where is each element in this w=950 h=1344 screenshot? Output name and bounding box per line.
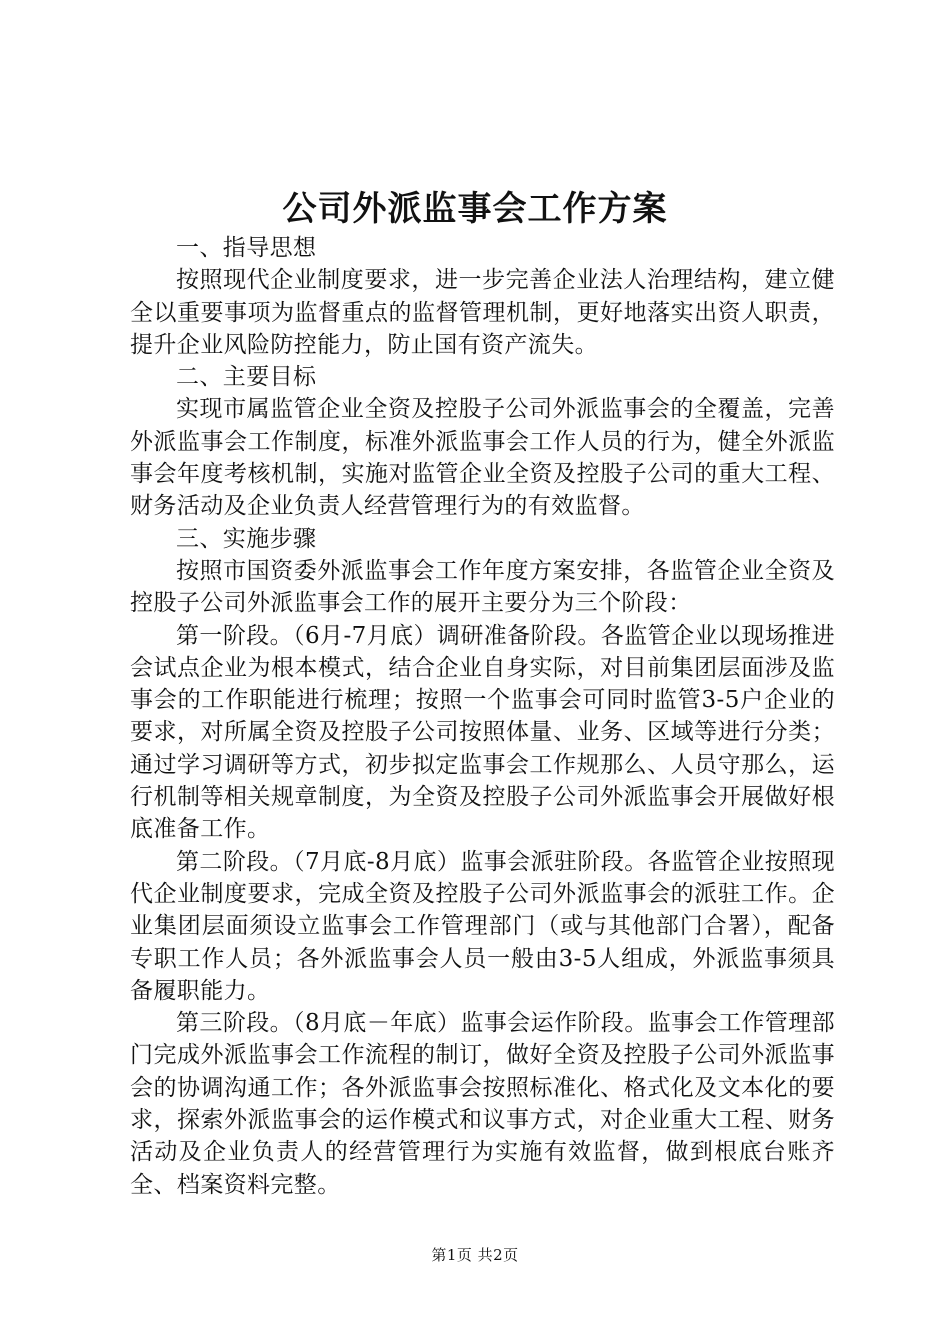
paragraph: 第二阶段。（7月底-8月底）监事会派驻阶段。各监管企业按照现代企业制度要求，完成全资及控股子公司外派监事会的派驻工作。企业集团层面须设立监事会工作管理部门（或与其他部门合署），配备专职工作人员；各外派监事会人员一般由3-5人组成，外派监事须具备履职能力。 xyxy=(130,848,835,1004)
document-body xyxy=(130,232,835,1201)
page-number-footer: 第1页 共2页 xyxy=(431,1246,519,1264)
paragraph: 按照市国资委外派监事会工作年度方案安排，各监管企业全资及控股子公司外派监事会工作的展开主要分为三个阶段： xyxy=(130,557,835,617)
section-heading: 一、指导思想 xyxy=(176,235,317,261)
paragraph: 第三阶段。（8月底－年底）监事会运作阶段。监事会工作管理部门完成外派监事会工作流程的制订，做好全资及控股子公司外派监事会的协调沟通工作；各外派监事会按照标准化、格式化及文本化的要求，探索外派监事会的运作模式和议事方式，对企业重大工程、财务活动及企业负责人的经营管理行为实施有效监督，做到根底台账齐全、档案资料完整。 xyxy=(130,1010,835,1198)
paragraph: 实现市属监管企业全资及控股子公司外派监事会的全覆盖，完善外派监事会工作制度，标准外派监事会工作人员的行为，健全外派监事会年度考核机制，实施对监管企业全资及控股子公司的重大工程、财务活动及企业负责人经营管理行为的有效监督。 xyxy=(130,396,835,520)
paragraph: 按照现代企业制度要求，进一步完善企业法人治理结构，建立健全以重要事项为监督重点的监督管理机制，更好地落实出资人职责，提升企业风险防控能力，防止国有资产流失。 xyxy=(130,267,835,358)
document-title: 公司外派监事会工作方案 xyxy=(282,189,668,229)
section-heading: 三、实施步骤 xyxy=(176,525,317,552)
paragraph: 第一阶段。（6月-7月底）调研准备阶段。各监管企业以现场推进会试点企业为根本模式，结合企业自身实际，对目前集团层面涉及监事会的工作职能进行梳理；按照一个监事会可同时监管3-5户企业的要求，对所属全资及控股子公司按照体量、业务、区域等进行分类；通过学习调研等方式，初步拟定监事会工作规那么、人员守那么，运行机制等相关规章制度，为全资及控股子公司外派监事会开展做好根底准备工作。 xyxy=(130,622,835,843)
section-heading: 二、主要目标 xyxy=(176,364,317,391)
